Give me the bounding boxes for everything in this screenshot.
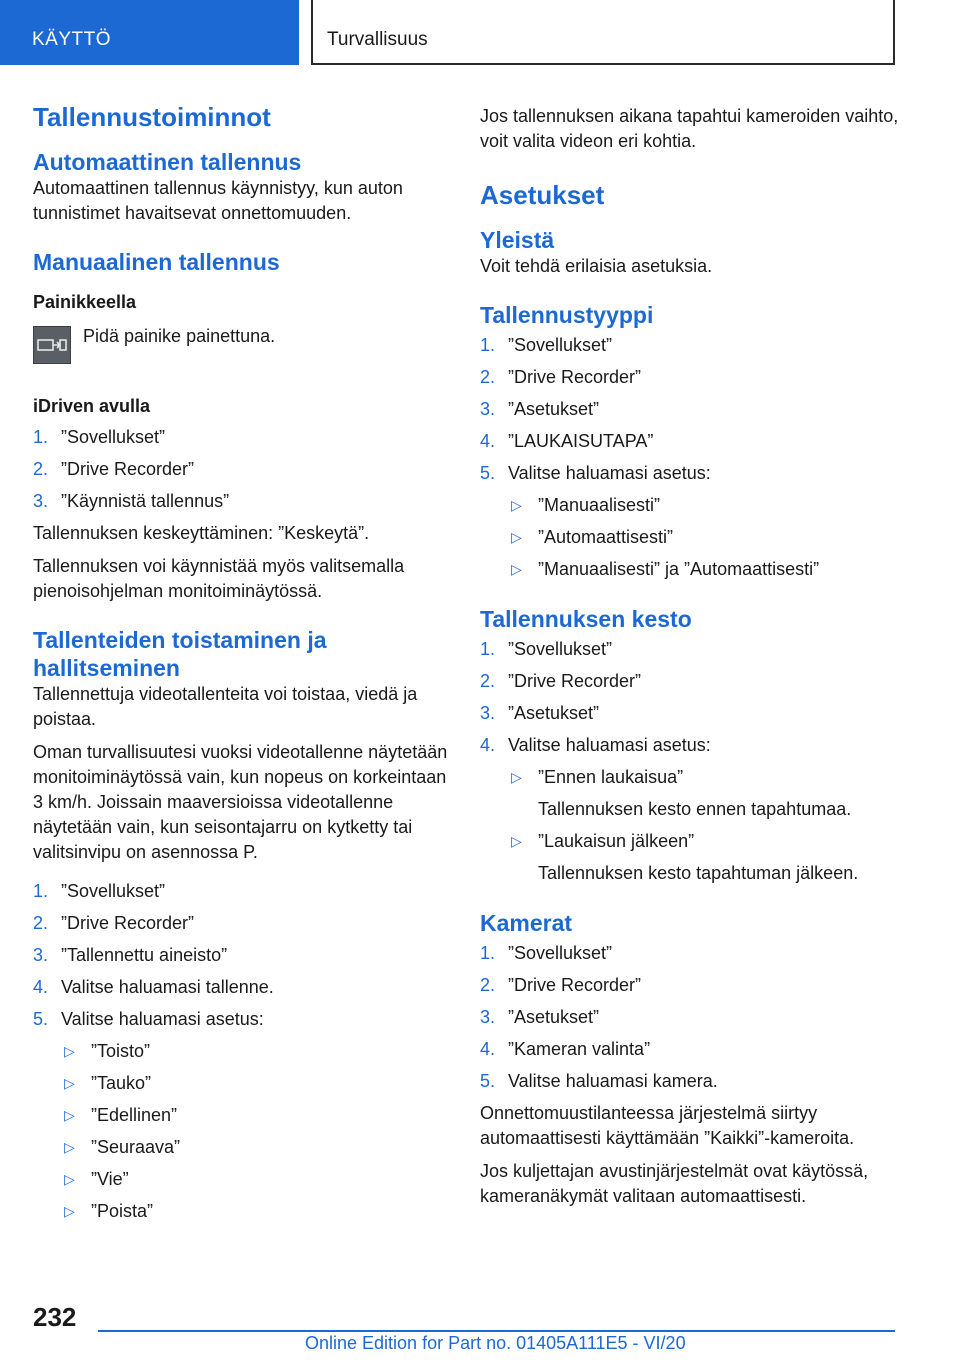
triangle-bullet-icon: ▷ xyxy=(511,833,522,849)
list-item: 2. ”Drive Recorder” xyxy=(33,459,195,479)
general-text: Voit tehdä erilaisia asetuksia. xyxy=(480,256,713,276)
list-item: 3. ”Tallennettu aineisto” xyxy=(33,945,228,965)
list-item: ▷ ”Ennen laukaisua” Tallennuksen kesto ennen tapahtumaa. xyxy=(511,767,852,819)
heading-settings: Asetukset xyxy=(480,180,605,210)
list-item: 3. ”Asetukset” xyxy=(480,703,600,723)
list-item: 2. ”Drive Recorder” xyxy=(480,671,642,691)
playback-text-2: Oman turvallisuutesi vuoksi videotallenne näytetään monitoiminäytössä vain, kun nopeus on korkeintaan 3 km/h. Joissain maaversioissa videotallenne näytetään vain, kun seisontajarru on kytketty tai valitsinvipu on asennossa P. xyxy=(33,742,448,862)
heading-cameras: Kamerat xyxy=(480,910,573,936)
recording-type-options xyxy=(508,493,900,582)
triangle-bullet-icon: ▷ xyxy=(64,1075,75,1091)
list-item: 5. Valitse haluamasi asetus: xyxy=(480,463,711,483)
heading-automatic-recording: Automaattinen tallennus xyxy=(33,149,302,175)
list-item: 4. Valitse haluamasi tallenne. xyxy=(33,977,274,997)
edition-info: Online Edition for Part no. 01405A111E5 - VI/20 xyxy=(305,1333,686,1353)
list-item: 3. ”Asetukset” xyxy=(480,399,600,419)
playback-steps xyxy=(33,879,448,1032)
list-item: 3. ”Käynnistä tallennus” xyxy=(33,491,230,511)
list-item: 5. Valitse haluamasi asetus: xyxy=(33,1009,264,1029)
list-item: 2. ”Drive Recorder” xyxy=(480,367,642,387)
list-item: ▷ ”Laukaisun jälkeen” Tallennuksen kesto tapahtuman jälkeen. xyxy=(511,831,859,883)
heading-playback: Tallenteiden toistaminen ja hallitseminen xyxy=(33,627,327,681)
list-item: 1. ”Sovellukset” xyxy=(33,427,166,447)
triangle-bullet-icon: ▷ xyxy=(511,769,522,785)
triangle-bullet-icon: ▷ xyxy=(511,497,522,513)
triangle-bullet-icon: ▷ xyxy=(511,561,522,577)
button-instruction xyxy=(33,324,448,364)
duration-steps xyxy=(480,637,900,758)
header-section-tab: KÄYTTÖ xyxy=(0,0,299,65)
list-item: ▷ ”Manuaalisesti” ja ”Automaattisesti” xyxy=(508,557,900,582)
right-column xyxy=(480,104,900,1209)
footer-divider xyxy=(98,1330,895,1332)
list-item: 4. ”Kameran valinta” xyxy=(480,1039,651,1059)
camera-steps xyxy=(480,941,900,1094)
list-item: ▷ ”Seuraava” xyxy=(61,1135,448,1160)
heading-recording-duration: Tallennuksen kesto xyxy=(480,606,692,632)
idrive-steps xyxy=(33,425,448,514)
button-instruction-text: Pidä painike painettuna. xyxy=(83,326,276,346)
list-item: 3. ”Asetukset” xyxy=(480,1007,600,1027)
camera-assist-text: Jos kuljettajan avustinjärjestelmät ovat käytössä, kameranäkymät valitaan automaattisesti. xyxy=(480,1161,869,1206)
camera-switch-text: Jos tallennuksen aikana tapahtui kameroiden vaihto, voit valita videon eri kohtia. xyxy=(480,106,899,151)
heading-recording-functions: Tallennustoiminnot xyxy=(33,102,271,132)
triangle-bullet-icon: ▷ xyxy=(64,1171,75,1187)
list-item: 2. ”Drive Recorder” xyxy=(33,913,195,933)
list-item: ▷ ”Poista” xyxy=(61,1199,448,1224)
list-item: ▷ ”Toisto” xyxy=(61,1039,448,1064)
header-chapter-title: Turvallisuus xyxy=(311,0,895,65)
playback-options xyxy=(61,1039,448,1224)
camera-accident-text: Onnettomuustilanteessa järjestelmä siirtyy automaattisesti käyttämään ”Kaikki”-kameroita. xyxy=(480,1103,855,1148)
list-item: 1. ”Sovellukset” xyxy=(480,943,613,963)
list-item: ▷ ”Automaattisesti” xyxy=(508,525,900,550)
triangle-bullet-icon: ▷ xyxy=(64,1107,75,1123)
playback-text-1: Tallennettuja videotallenteita voi toistaa, viedä ja poistaa. xyxy=(33,684,418,729)
list-item: 4. Valitse haluamasi asetus: xyxy=(480,735,711,755)
list-item: 1. ”Sovellukset” xyxy=(480,335,613,355)
heading-manual-recording: Manuaalinen tallennus xyxy=(33,249,280,275)
list-item: ▷ ”Tauko” xyxy=(61,1071,448,1096)
automatic-recording-text: Automaattinen tallennus käynnistyy, kun auton tunnistimet havaitsevat onnettomuuden. xyxy=(33,178,403,223)
triangle-bullet-icon: ▷ xyxy=(511,529,522,545)
triangle-bullet-icon: ▷ xyxy=(64,1139,75,1155)
list-item: ▷ ”Vie” xyxy=(61,1167,448,1192)
duration-options xyxy=(508,765,900,886)
page-number: 232 xyxy=(33,1302,77,1332)
recording-type-steps xyxy=(480,333,900,486)
list-item: 4. ”LAUKAISUTAPA” xyxy=(480,431,654,451)
list-item: 5. Valitse haluamasi kamera. xyxy=(480,1071,718,1091)
heading-via-idrive: iDriven avulla xyxy=(33,396,151,416)
left-column xyxy=(33,100,448,1231)
heading-by-button: Painikkeella xyxy=(33,292,137,312)
triangle-bullet-icon: ▷ xyxy=(64,1043,75,1059)
heading-recording-type: Tallennustyyppi xyxy=(480,302,654,328)
drive-recorder-button-icon xyxy=(33,326,71,364)
widget-recording-text: Tallennuksen voi käynnistää myös valitsemalla pienoisohjelman monitoiminäytössä. xyxy=(33,556,405,601)
list-item: 1. ”Sovellukset” xyxy=(33,881,166,901)
list-item: ▷ ”Manuaalisesti” xyxy=(508,493,900,518)
list-item: ▷ ”Edellinen” xyxy=(61,1103,448,1128)
stop-recording-text: Tallennuksen keskeyttäminen: ”Keskeytä”. xyxy=(33,523,370,543)
heading-general: Yleistä xyxy=(480,227,555,253)
list-item: 2. ”Drive Recorder” xyxy=(480,975,642,995)
list-item: 1. ”Sovellukset” xyxy=(480,639,613,659)
triangle-bullet-icon: ▷ xyxy=(64,1203,75,1219)
